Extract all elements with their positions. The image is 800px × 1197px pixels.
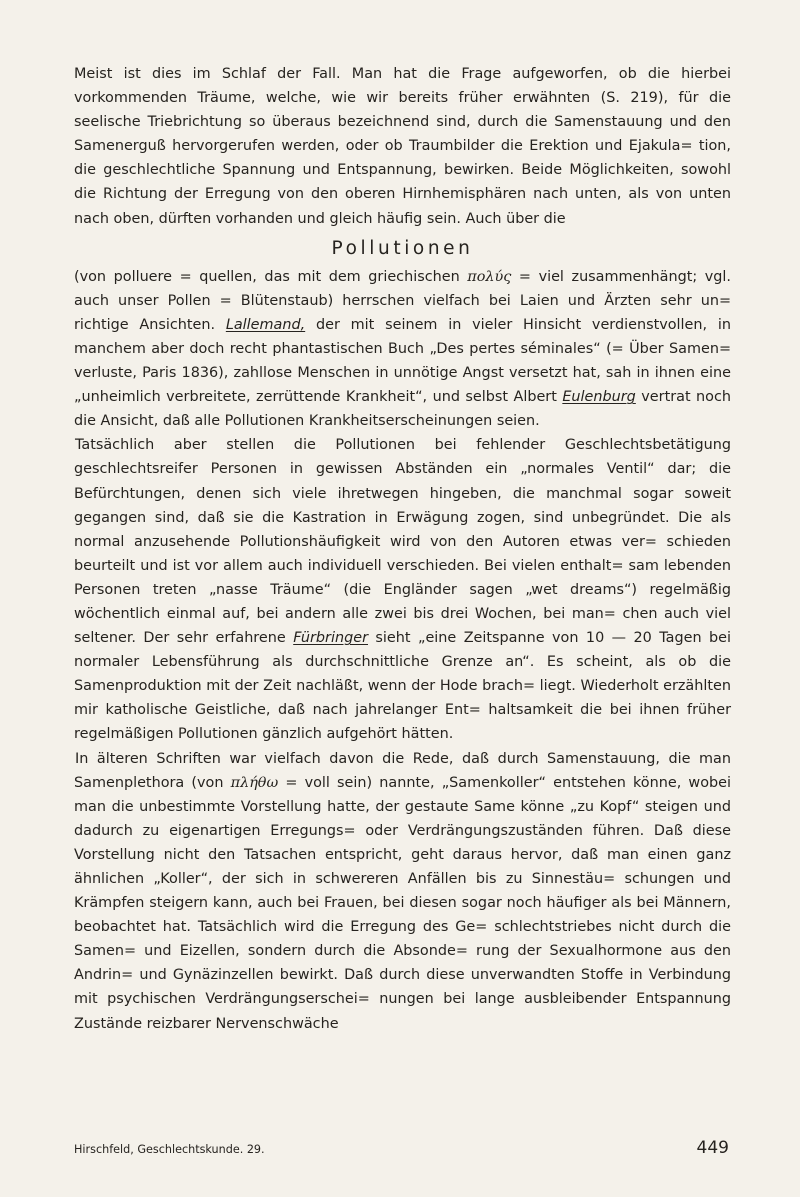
paragraph-4-text-b: = voll sein) nannte, „Samenkoller“ entstehen könne, wobei man die unbestimmte Vorstellung hatte, der gestaute Same könne „zu Kopf“ steigen und dadurch zu eigenartigen Erregungs= oder Verdrängungszuständen führen. Daß diese Vorstellung nicht den Tatsachen entspricht, geht daraus hervor, daß man einen ganz ähnlichen „Koller“, der sich in schwereren Anfällen bis zu Sinnestäu= schungen und Krämpfen steigern kann, auch bei Frauen, bei diesen sogar noch häufiger als bei Männern, beobachtet hat. Tatsächlich wird die Erregung des Ge= schlechtstriebes nicht durch die Samen= und Eizellen, sondern durch die Absonde= rung der Sexualhormone aus den Andrin= und Gynäzinzellen bewirkt. Daß durch diese unverwandten Stoffe in Verbindung mit psychischen Verdrängungserschei= nungen bei lange ausbleibender Entspannung Zustände reizbarer Nervenschwäche: [74, 774, 731, 1032]
paragraph-3-text-a: Tatsächlich aber stellen die Pollutionen bei fehlender Geschlechtsbetätigung geschlechtsreifer Personen in gewissen Abständen ein „normales Ventil“ dar; die Befürchtungen, denen sich viele ihretwegen hingeben, die manchmal sogar soweit gegangen sind, daß sie die Kastration in Erwägung zogen, sind unbegründet. Die als normal anzusehende Pollutionshäufigkeit wird von den Autoren etwas ver= schieden beurteilt und ist vor allem auch individuell verschieden. Bei vielen enthalt= sam lebenden Personen treten „nasse Träume“ (die Engländer sagen „wet dreams“) regelmäßig wöchentlich einmal auf, bei andern alle zwei bis drei Wochen, bei man= chen auch viel seltener. Der sehr erfahrene: [74, 437, 731, 647]
author-name-lallemand: Lallemand,: [225, 316, 306, 333]
author-name-eulenburg: Eulenburg: [562, 389, 636, 406]
page-footer: [74, 1132, 731, 1156]
paragraph-4-text-a: In älteren Schriften war vielfach davon die Rede, daß durch Samenstauung, die man Samenplethora (von: [74, 750, 731, 791]
author-name-fuerbringer: Fürbringer: [293, 630, 368, 647]
greek-word-polys: πολύς: [467, 268, 512, 285]
paragraph-2-text-b: = viel zusammenhängt; vgl. auch unser Pollen = Blütenstaub) herrschen vielfach bei Laien und Ärzten sehr un= richtige Ansichten.: [74, 268, 731, 333]
paragraph-3-text-b: sieht „eine Zeitspanne von 10 — 20 Tagen bei normaler Lebensführung als durchschnittliche Grenze an“. Es scheint, als ob die Samenproduktion mit der Zeit nachläßt, wenn der Hode brach= liegt. Wiederholt erzählten mir katholische Geistliche, daß nach jahrelanger Ent= haltsamkeit die bei ihnen früher regelmäßigen Pollutionen gänzlich aufgehört hätten.: [74, 630, 731, 743]
paragraph-1-text: Meist ist dies im Schlaf der Fall. Man hat die Frage aufgeworfen, ob die hierbei vorkommenden Träume, welche, wie wir bereits früher erwähnten (S. 219), für die seelische Triebrichtung so überaus bezeichnend sind, durch die Samenstauung und den Samenerguß hervorgerufen werden, oder ob Traumbilder die Erektion und Ejakula= tion, die geschlechtliche Spannung und Entspannung, bewirken. Beide Möglichkeiten, sowohl die Richtung der Erregung von den oberen Hirnhemisphären nach unten, als von unten nach oben, dürften vorhanden und gleich häufig sein. Auch über die: [74, 66, 731, 227]
section-heading-pollutionen: Pollutionen: [331, 237, 474, 259]
paragraph-2: [74, 265, 731, 434]
page-body: [74, 62, 731, 1036]
paragraph-2-text-a: (von polluere = quellen, das mit dem griechischen: [74, 268, 468, 285]
page-number: 449: [696, 1138, 729, 1158]
greek-word-pletho: πλήθω: [230, 774, 279, 791]
paragraph-2-text-d: vertrat noch die Ansicht, daß alle Pollutionen Krankheitserscheinungen seien.: [74, 389, 731, 430]
paragraph-4: [74, 747, 731, 1036]
paragraph-3: [74, 433, 731, 746]
footer-source: Hirschfeld, Geschlechtskunde. 29.: [74, 1143, 265, 1156]
paragraph-2-text-c: der mit seinem in vieler Hinsicht verdienstvollen, in manchem aber doch recht phantastischen Buch „Des pertes séminales“ (= Über Samen= verluste, Paris 1836), zahllose Menschen in unnötige Angst versetzt hat, sah in ihnen eine „unheimlich verbreitete, zerrüttende Krankheit“, und selbst Albert: [74, 316, 731, 406]
paragraph-1: [74, 62, 731, 231]
